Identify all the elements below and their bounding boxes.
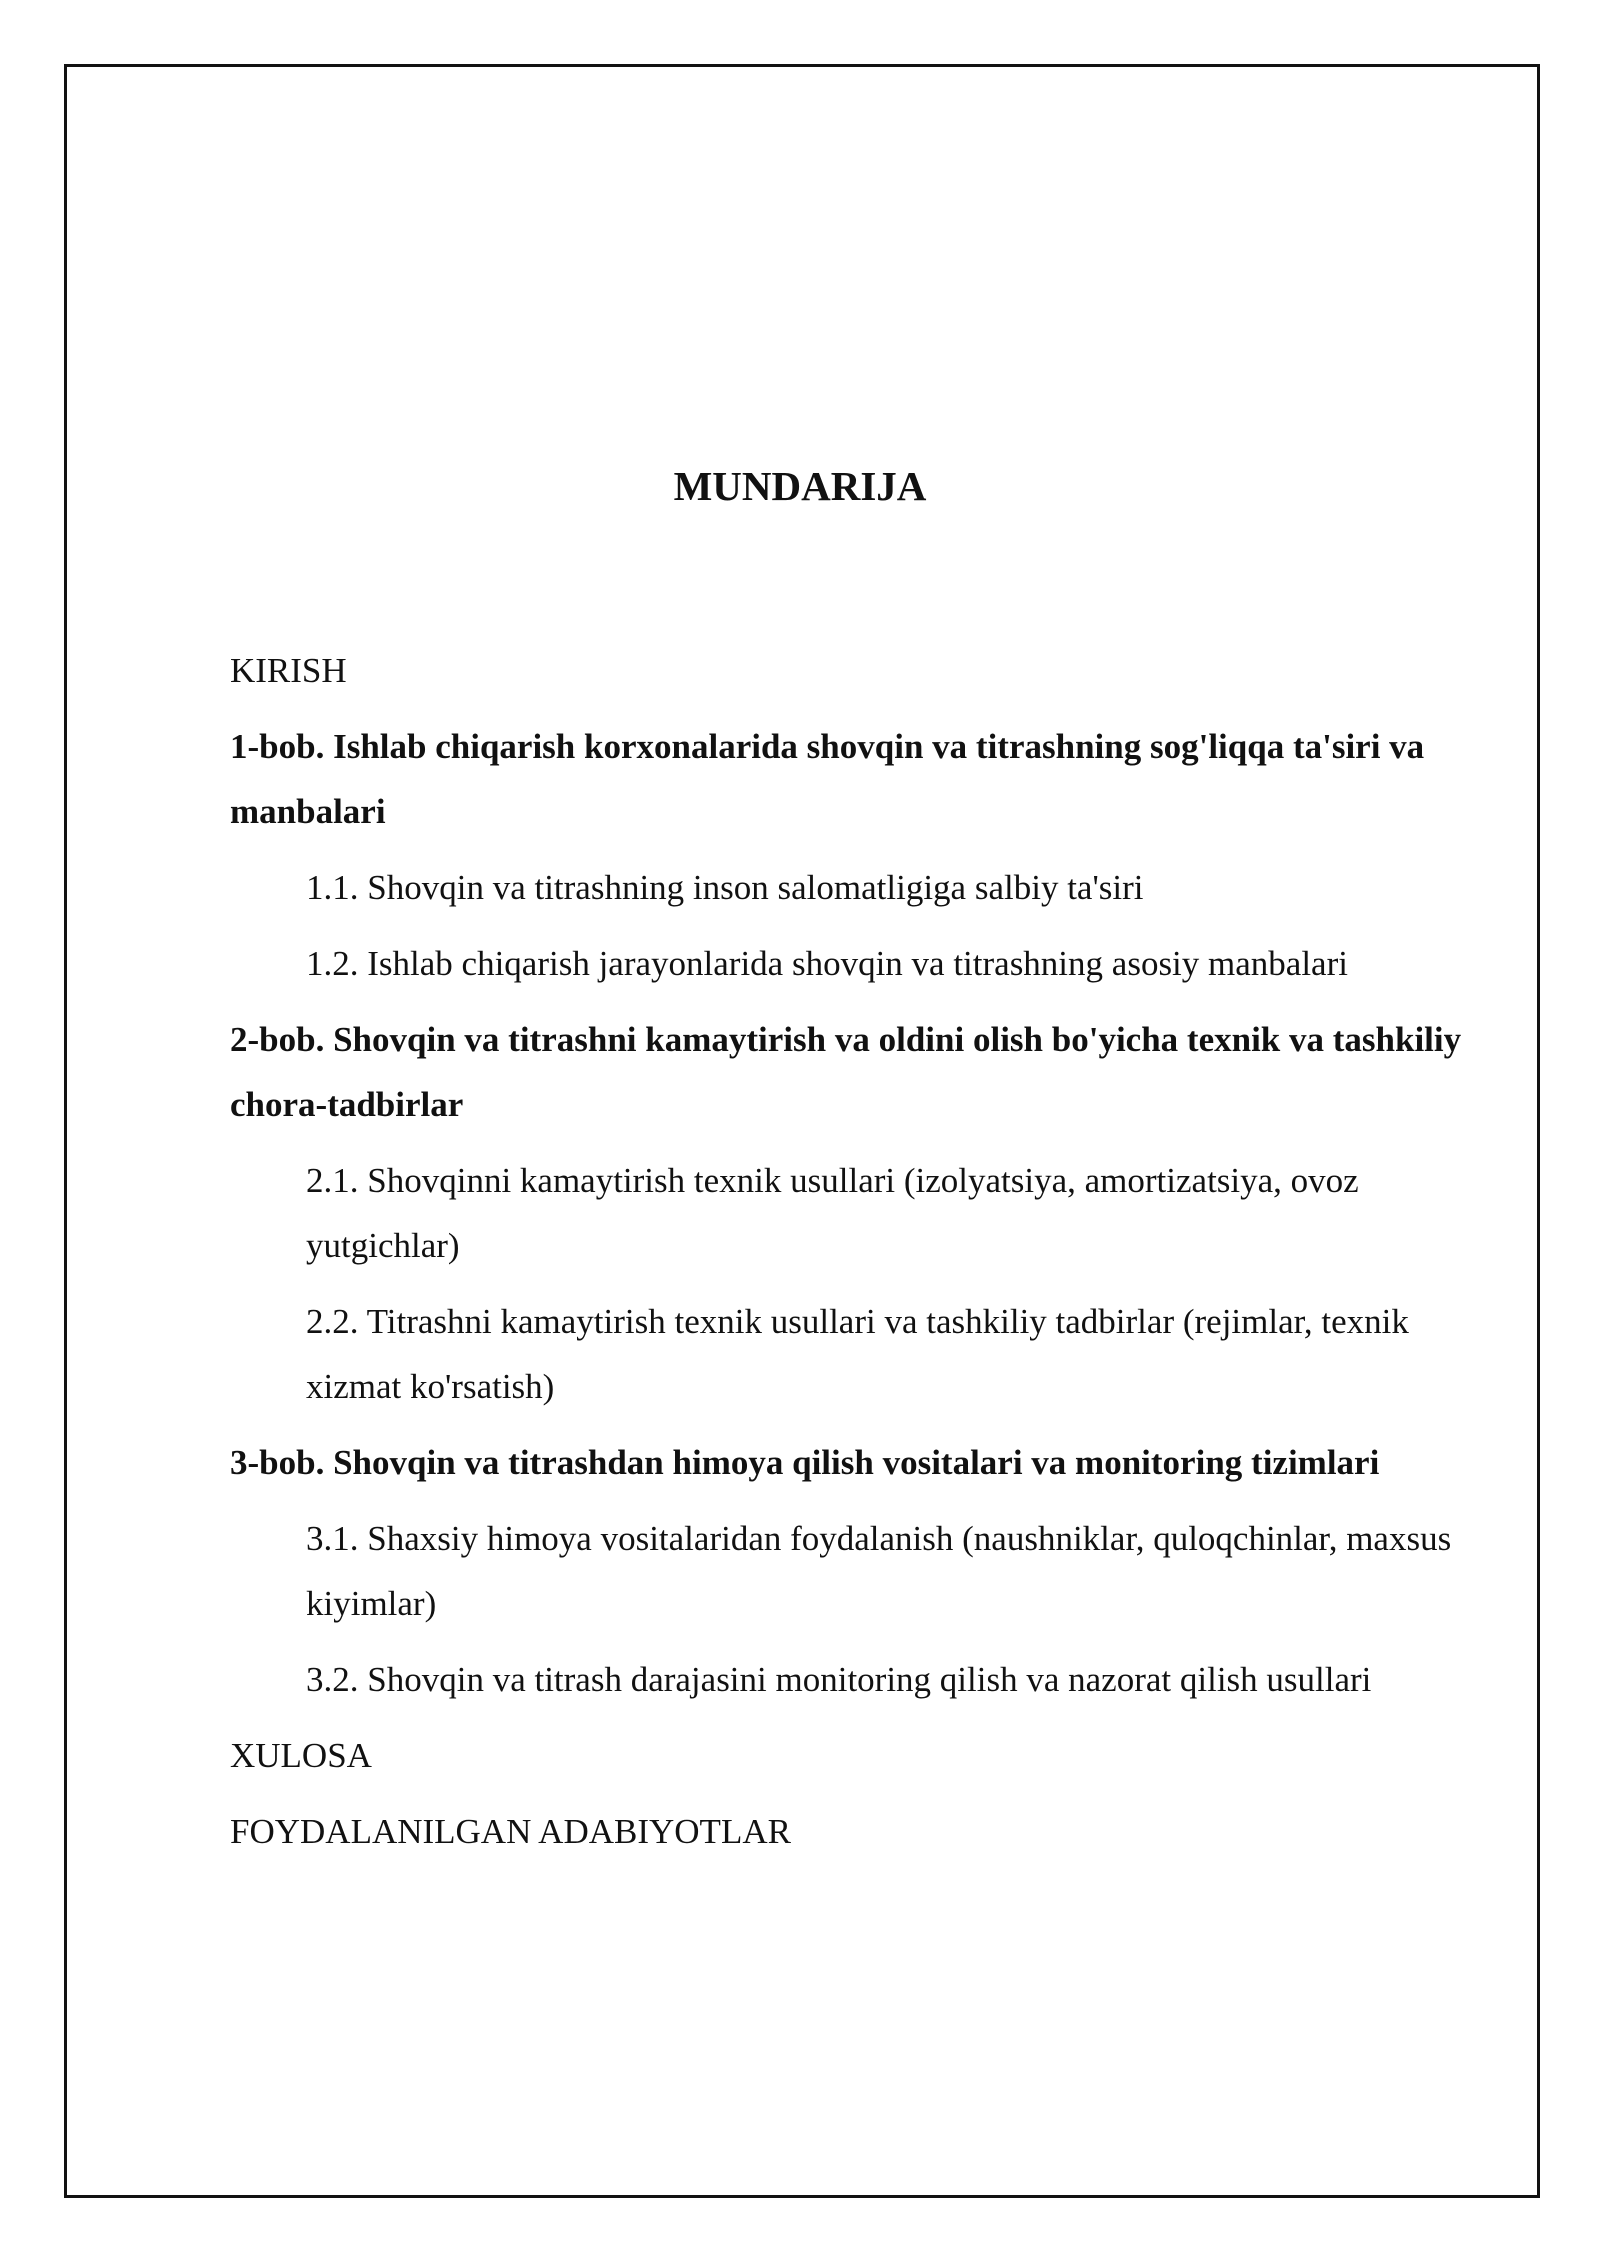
- toc-section-3-2: 3.2. Shovqin va titrash darajasini monitoring qilish va nazorat qilish usullari: [306, 1660, 1372, 1699]
- toc-entry-conclusion: XULOSA: [230, 1736, 372, 1775]
- table-of-contents: [230, 638, 1480, 1875]
- toc-chapter-2: 2-bob. Shovqin va titrashni kamaytirish va oldini olish bo'yicha texnik va tashkiliy chora-tadbirlar: [230, 1020, 1462, 1124]
- toc-entry-introduction: KIRISH: [230, 651, 347, 690]
- toc-entry-references: FOYDALANILGAN ADABIYOTLAR: [230, 1812, 791, 1851]
- toc-section-3-1: 3.1. Shaxsiy himoya vositalaridan foydalanish (naushniklar, quloqchinlar, maxsus kiyimlar): [306, 1519, 1452, 1623]
- toc-chapter-3: 3-bob. Shovqin va titrashdan himoya qilish vositalari va monitoring tizimlari: [230, 1443, 1380, 1482]
- toc-section-2-2: 2.2. Titrashni kamaytirish texnik usullari va tashkiliy tadbirlar (rejimlar, texnik xizmat ko'rsatish): [306, 1302, 1409, 1406]
- toc-section-1-2: 1.2. Ishlab chiqarish jarayonlarida shovqin va titrashning asosiy manbalari: [306, 944, 1348, 983]
- toc-section-1-1: 1.1. Shovqin va titrashning inson salomatligiga salbiy ta'siri: [306, 868, 1144, 907]
- toc-section-2-1: 2.1. Shovqinni kamaytirish texnik usullari (izolyatsiya, amortizatsiya, ovoz yutgichlar): [306, 1161, 1359, 1265]
- toc-chapter-1: 1-bob. Ishlab chiqarish korxonalarida shovqin va titrashning sog'liqqa ta'siri va manbalari: [230, 727, 1425, 831]
- page-title: MUNDARIJA: [673, 463, 927, 509]
